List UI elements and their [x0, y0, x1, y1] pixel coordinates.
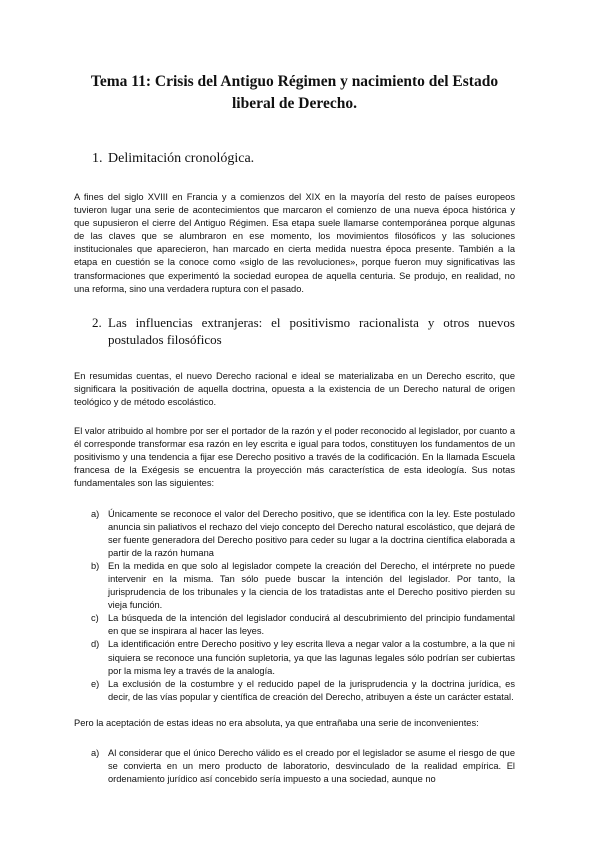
section-2-title: Las influencias extranjeras: el positivismo racionalista y otros nuevos postulados filosóficos [108, 314, 515, 348]
list-item: a) Únicamente se reconoce el valor del Derecho positivo, que se identifica con la ley. Este postulado anuncia sin paliativos el rechazo del viejo concepto del Derecho natural escolástico, que dejará de ser fuente generadora del Derecho positivo para ceder su lugar a la doctrina científica elaborada a partir de la razón humana [91, 508, 515, 558]
section-1-title: Delimitación cronológica. [108, 151, 255, 166]
list-item: c) La búsqueda de la intención del legislador conducirá al descubrimiento del principio fundamental en que se inspirara al hacer las leyes. [91, 613, 515, 637]
paragraph-intro: A fines del siglo XVIII en Francia y a comienzos del XIX en la mayoría del resto de países europeos tuvieron lugar una serie de acontecimientos que marcaron el comienzo de una nueva época histórica y que supusieron el cierre del Antiguo Régimen. Esa etapa suele llamarse contemporánea porque algunas de las claves que se alumbraron en ese momento, los movimientos filosóficos y las soluciones institucionales que aparecieron, han marcado en cierta medida nuestra época presente. También a la etapa en cuestión se la conoce como «siglo de las revoluciones», porque fueron muy significativas las transformaciones que experimentó la sociedad europea de aquella centuria. Se produjo, en realidad, no una reforma, sino una verdadera ruptura con el pasado. [74, 192, 515, 294]
drawbacks-list [91, 747, 515, 786]
list-item: d) La identificación entre Derecho positivo y ley escrita lleva a negar valor a la costumbre, a la que ni siquiera se reconoce una función supletoria, ya que las lagunas legales sólo podrían ser cubiertas por la misma ley a través de la analogía. [91, 639, 515, 676]
list-item: a) Al considerar que el único Derecho válido es el creado por el legislador se asume el riesgo de que se convierta en un mero producto de laboratorio, desvinculado de la realidad empírica. El ordenamiento jurídico así concebido sería impuesto a una sociedad, aunque no [91, 748, 515, 785]
paragraph-derecho-escrito: En resumidas cuentas, el nuevo Derecho racional e ideal se materializaba en un Derecho escrito, que significara la positivación de aquella doctrina, opuesta a la existencia de un Derecho natural de origen teológico y de método escolástico. [74, 370, 515, 407]
section-2-number: 2. [92, 314, 102, 330]
document-title: Tema 11: Crisis del Antiguo Régimen y nacimiento del Estado liberal de Derecho. [90, 73, 499, 112]
paragraph-valor-hombre: El valor atribuido al hombre por ser el portador de la razón y el poder reconocido al legislador, por cuanto a él corresponde transformar esa razón en ley escrita e igual para todos, constituyen los fundamentos de un positivismo y una tendencia a fijar ese Derecho positivo a través de la codificación. En la llamada Escuela francesa de la Exégesis se encuentra la proyección más característica de esta ideología. Sus notas fundamentales son las siguientes: [74, 426, 515, 489]
list-item: b) En la medida en que solo al legislador compete la creación del Derecho, el intérprete no puede intervenir en la misma. Tan sólo puede buscar la intención del legislador. Por tanto, la jurisprudencia de los tribunales y la ciencia de los tratadistas ante el Derecho positivo pierden su vieja función. [91, 560, 515, 611]
section-1-heading [92, 150, 515, 168]
section-1-number: 1. [92, 151, 103, 166]
list-item: e) La exclusión de la costumbre y el reducido papel de la jurisprudencia y la doctrina jurídica, es decir, de las vías popular y científica de creación del Derecho, atribuyen a éste un carácter estatal. [91, 678, 515, 702]
paragraph-inconvenientes: Pero la aceptación de estas ideas no era absoluta, ya que entrañaba una serie de inconvenientes: [74, 717, 479, 728]
section-2-heading [92, 314, 515, 349]
notes-list [91, 508, 515, 704]
